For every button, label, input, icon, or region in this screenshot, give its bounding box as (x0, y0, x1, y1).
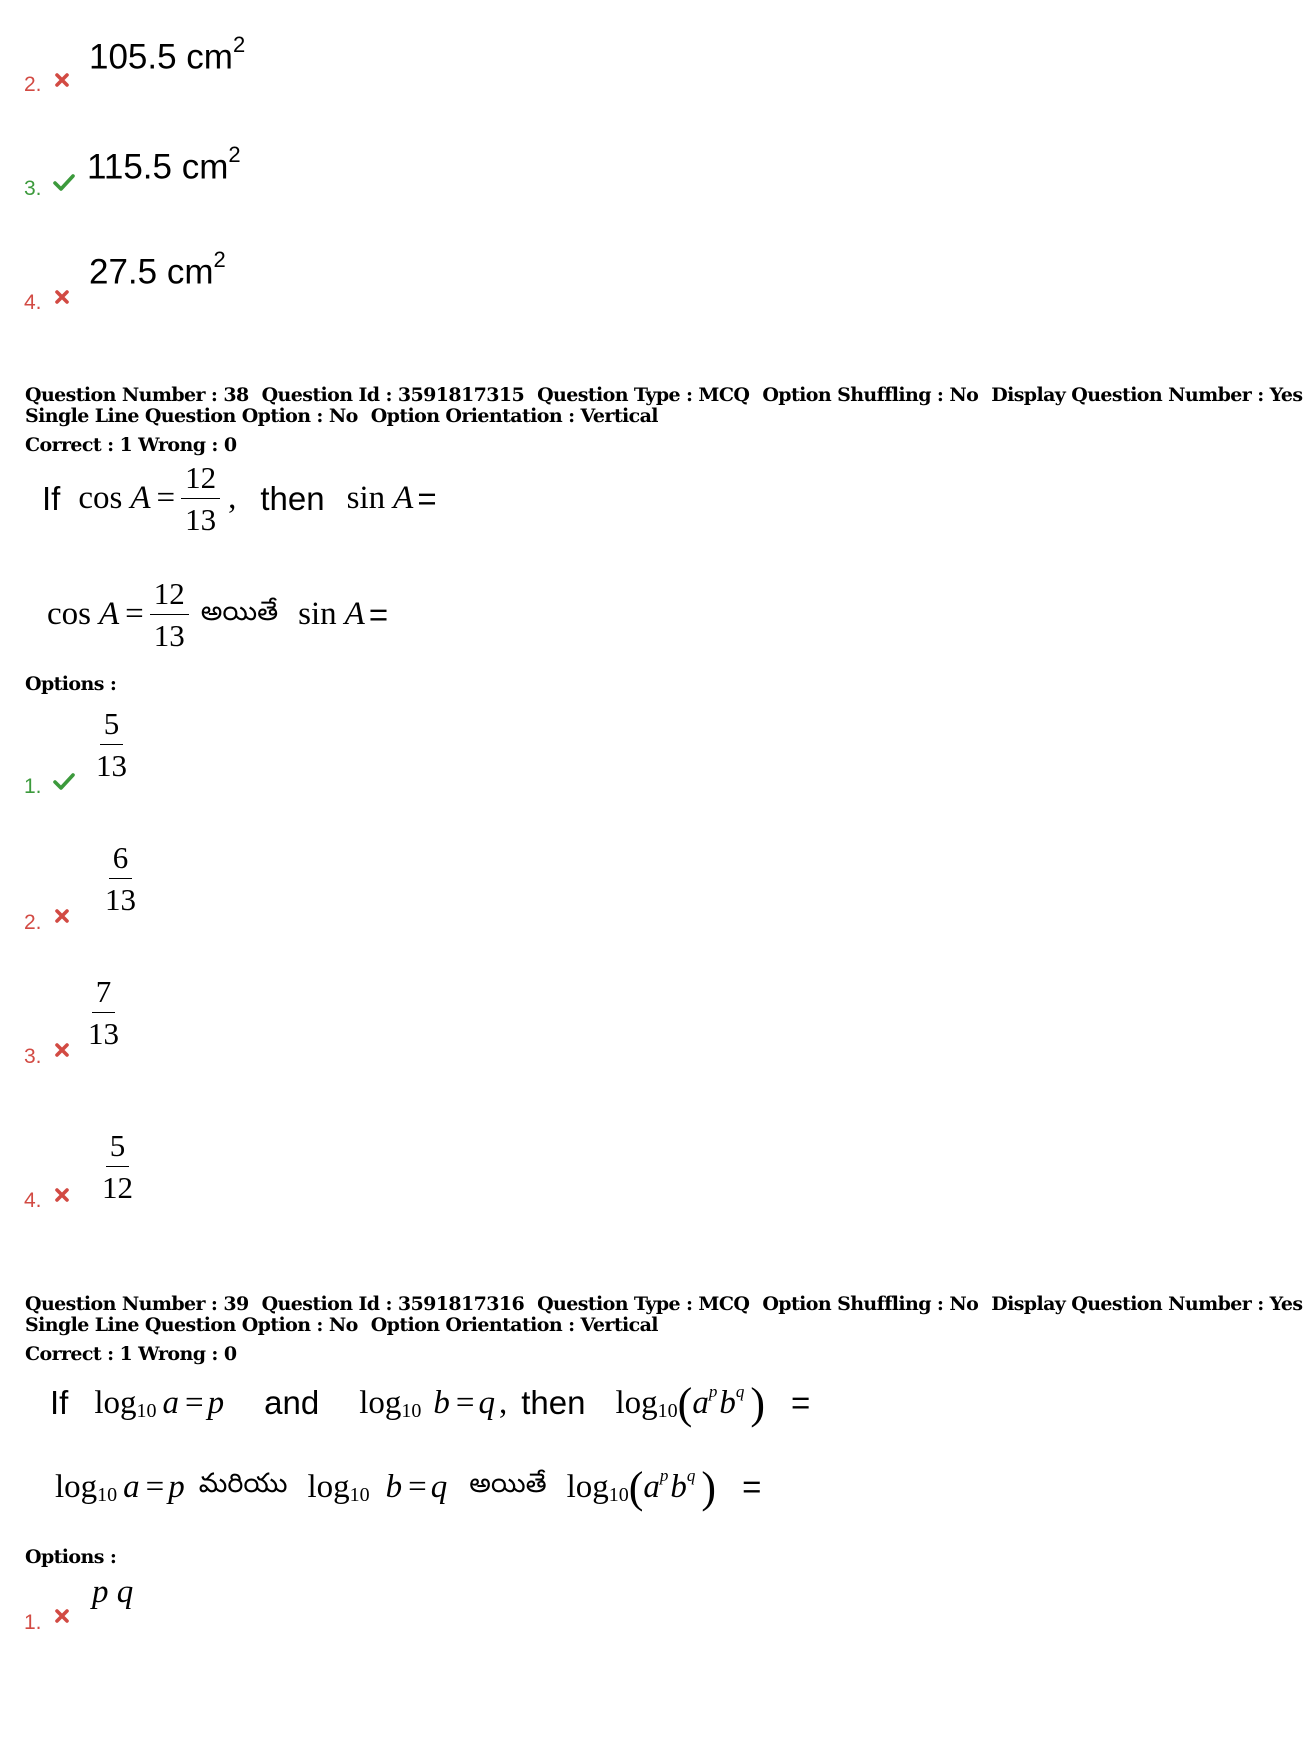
check-icon (53, 772, 75, 790)
cross-icon (53, 1607, 71, 1625)
option-number: 3. (24, 1045, 42, 1068)
meta-line-1: Question Number : 39 Question Id : 3591817316 Question Type : MCQ Option Shuffling : No Display Question Number : Yes (25, 1293, 1303, 1315)
fraction: $\frac{12}{13}$ (181, 462, 220, 535)
option-number: 2. (24, 911, 42, 934)
question-39-telugu: log 10 a = p మరియు log 10 b = q అయితే log 10 ( a p b q ) = (55, 1462, 762, 1512)
cross-icon (53, 1041, 71, 1059)
cross-icon (53, 1186, 71, 1204)
question-39-meta (25, 1294, 1316, 1336)
check-icon (53, 173, 75, 191)
meta-line-2: Single Line Question Option : No Option Orientation : Vertical (25, 405, 658, 427)
score-line: Correct : 1 Wrong : 0 (25, 1343, 237, 1365)
option-number: 3. (24, 177, 42, 200)
option-answer: 115.5 $cm^2$ (87, 142, 241, 187)
meta-line-2: Single Line Question Option : No Option Orientation : Vertical (25, 1314, 658, 1336)
option-answer: 105.5 $cm^2$ (89, 32, 246, 77)
option-number: 2. (24, 73, 42, 96)
options-label: Options : (25, 1546, 117, 1568)
option-number: 1. (24, 775, 42, 798)
option-number: 4. (24, 1189, 42, 1212)
option-answer: $\frac{5}{13}$ (96, 706, 127, 783)
option-answer: p q (92, 1574, 134, 1610)
question-39-english: If log 10 a = p and log 10 b = q , then log 10 ( a p b q ) = (50, 1378, 811, 1428)
cross-icon (53, 907, 71, 925)
cross-icon (53, 288, 71, 306)
question-38-english: If cos A = $\frac{12}{13}$ , then sin A = (42, 460, 437, 537)
option-number: 1. (24, 1611, 42, 1634)
option-answer: $\frac{6}{13}$ (105, 840, 136, 917)
option-answer: $\frac{7}{13}$ (88, 974, 119, 1051)
option-answer: $\frac{5}{12}$ (102, 1128, 133, 1205)
score-line: Correct : 1 Wrong : 0 (25, 434, 237, 456)
question-38-telugu: cos A = $\frac{12}{13}$ అయితే sin A = (47, 576, 389, 653)
options-label: Options : (25, 673, 117, 695)
option-answer: 27.5 $cm^2$ (89, 247, 226, 292)
fraction: $\frac{12}{13}$ (150, 578, 189, 651)
question-38-meta (25, 385, 1316, 427)
meta-line-1: Question Number : 38 Question Id : 3591817315 Question Type : MCQ Option Shuffling : No Display Question Number : Yes (25, 384, 1303, 406)
cross-icon (53, 71, 71, 89)
option-number: 4. (24, 291, 42, 314)
